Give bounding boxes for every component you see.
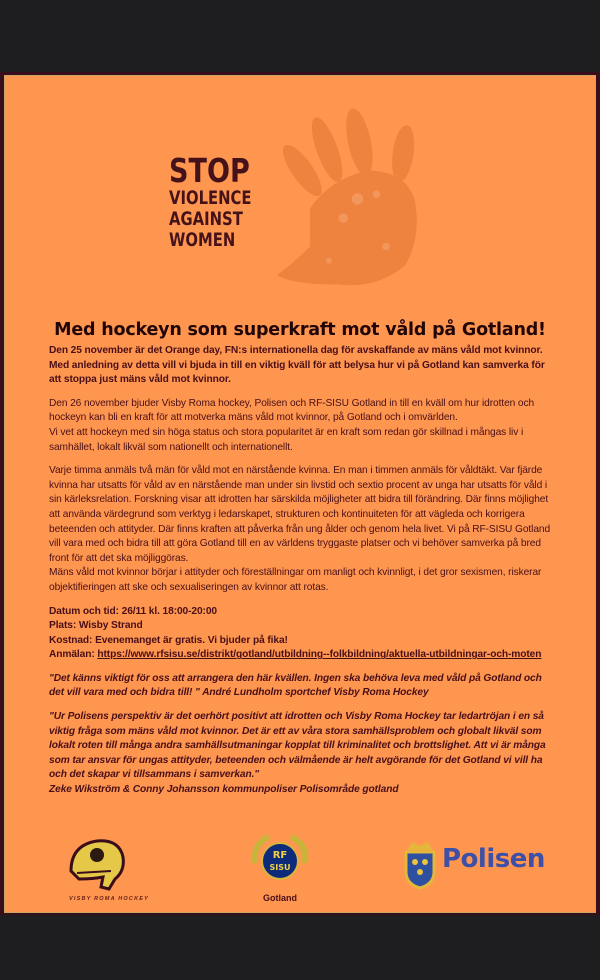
logo-line-against: AGAINST — [169, 208, 243, 230]
polisen-logo — [400, 836, 550, 896]
paragraph: Den 26 november bjuder Visby Roma hockey, Polisen och RF-SISU Gotland in till en kväll om hur idrotten och hockeyn kan bli en kraft för att motverka mäns våld mot kvinnor, på Gotland och i omvärlden. — [49, 397, 535, 424]
signup-label: Anmälan: — [49, 649, 98, 661]
intro-text: Den 25 november är det Orange day, FN:s internationella dag för avskaffande av mäns våld mot kvinnor. Med anledning av detta vill vi bjuda in till en viktig kväll för att belysa hur vi på Gotland kan samverka för att stoppa just mäns våld mot kvinnor. — [49, 345, 545, 386]
poster-body — [49, 344, 555, 798]
stop-violence-logo — [169, 151, 252, 251]
event-date: Datum och tid: 26/11 kl. 18:00-20:00 — [49, 605, 217, 617]
quote-text: "Det känns viktigt för oss att arrangera den här kvällen. Ingen ska behöva leva med våld på Gotland och det vill vara med och bidra till! " André Lundholm sportchef Visby Roma Hockey — [49, 672, 542, 699]
visby-roma-hockey-logo — [57, 831, 147, 907]
sponsor-logos — [5, 831, 595, 911]
quote-polisen — [49, 710, 555, 798]
event-signup — [49, 648, 555, 663]
quote-text: "Ur Polisens perspektiv är det oerhört positivt att idrotten och Visby Roma Hockey tar ledartröjan i en så viktig fråga som mäns våld mot kvinnor. Det är ett av våra stora samhällsproblem och globalt likväl som lokalt roten till många andra samhällsutmaningar kopplat till kriminalitet och brottslighet. Att vi är många som tar ansvar för ungas attityder, beteenden och välmående är helt avgörande för det Gotland vi vill ha och det skapar vi tillsammans i samverkan." — [49, 711, 546, 781]
paragraph: Vi vet att hockeyn med sin höga status och stora popularitet är en kraft som redan gör skillnad i mångas liv i samhället, lokalt likväl som nationellt och internationellt. — [49, 426, 524, 453]
rf-sisu-caption: Gotland — [263, 893, 297, 903]
event-place: Plats: Wisby Strand — [49, 620, 143, 632]
handprint-icon — [253, 104, 443, 294]
logo-line-women: WOMEN — [169, 229, 236, 251]
paragraph: Varje timma anmäls två män för våld mot en närstående kvinna. En man i timmen anmäls för våldtäkt. Var fjärde kvinna har utsatts för våld av en närstående man under sin livstid och sextio procent av unga har utsatts för våld i sin kärleksrelation. Forskning visar att idrotten har särskilda möjligheter att bidra till förändring. Där finns möjlighet att använda värdegrund som verktyg i ledarskapet, strukturen och kontinuiteten för att vägleda och korrigera beteenden och attityder. Där finns kraften att påverka från ung ålder och genom hela livet. Vi på RF-SISU Gotland vill vara med och bidra till att göra Gotland till en av världens tryggaste platser och vi behöver samverka på bred front för att det ska möjliggöras. — [49, 465, 551, 564]
event-cost: Kostnad: Evenemanget är gratis. Vi bjuder på fika! — [49, 634, 288, 646]
statistics-paragraph — [49, 464, 555, 595]
hockey-helmet-icon — [57, 831, 147, 895]
visby-roma-hockey-text: VISBY ROMA HOCKEY — [69, 896, 149, 902]
polisen-wordmark: Polisen — [442, 844, 545, 874]
poster — [4, 75, 596, 913]
quote-author: Zeke Wikström & Conny Johansson kommunpoliser Polisområde gotland — [49, 784, 399, 796]
rf-text: RF — [272, 850, 288, 861]
signup-link[interactable]: https://www.rfsisu.se/distrikt/gotland/utbildning--folkbildning/aktuella-utbildningar-och-moten — [97, 649, 542, 661]
logo-line-violence: VIOLENCE — [169, 187, 252, 209]
rf-sisu-logo — [245, 833, 315, 909]
quote-visby-roma — [49, 672, 555, 701]
intro-paragraph — [49, 344, 555, 388]
paragraph: Mäns våld mot kvinnor börjar i attityder och föreställningar om manligt och kvinnligt, i det gror sexismen, riskerar objektifieringen att ske och sexualiseringen av kvinnor att rotas. — [49, 567, 542, 593]
police-crest-icon — [400, 836, 440, 892]
rf-sisu-emblem-icon — [245, 833, 315, 889]
sisu-text: SISU — [269, 863, 291, 872]
logo-line-stop: STOP — [169, 151, 250, 190]
event-details — [49, 605, 555, 663]
event-description — [49, 397, 555, 455]
poster-title: Med hockeyn som superkraft mot våld på Gotland! — [54, 320, 546, 340]
